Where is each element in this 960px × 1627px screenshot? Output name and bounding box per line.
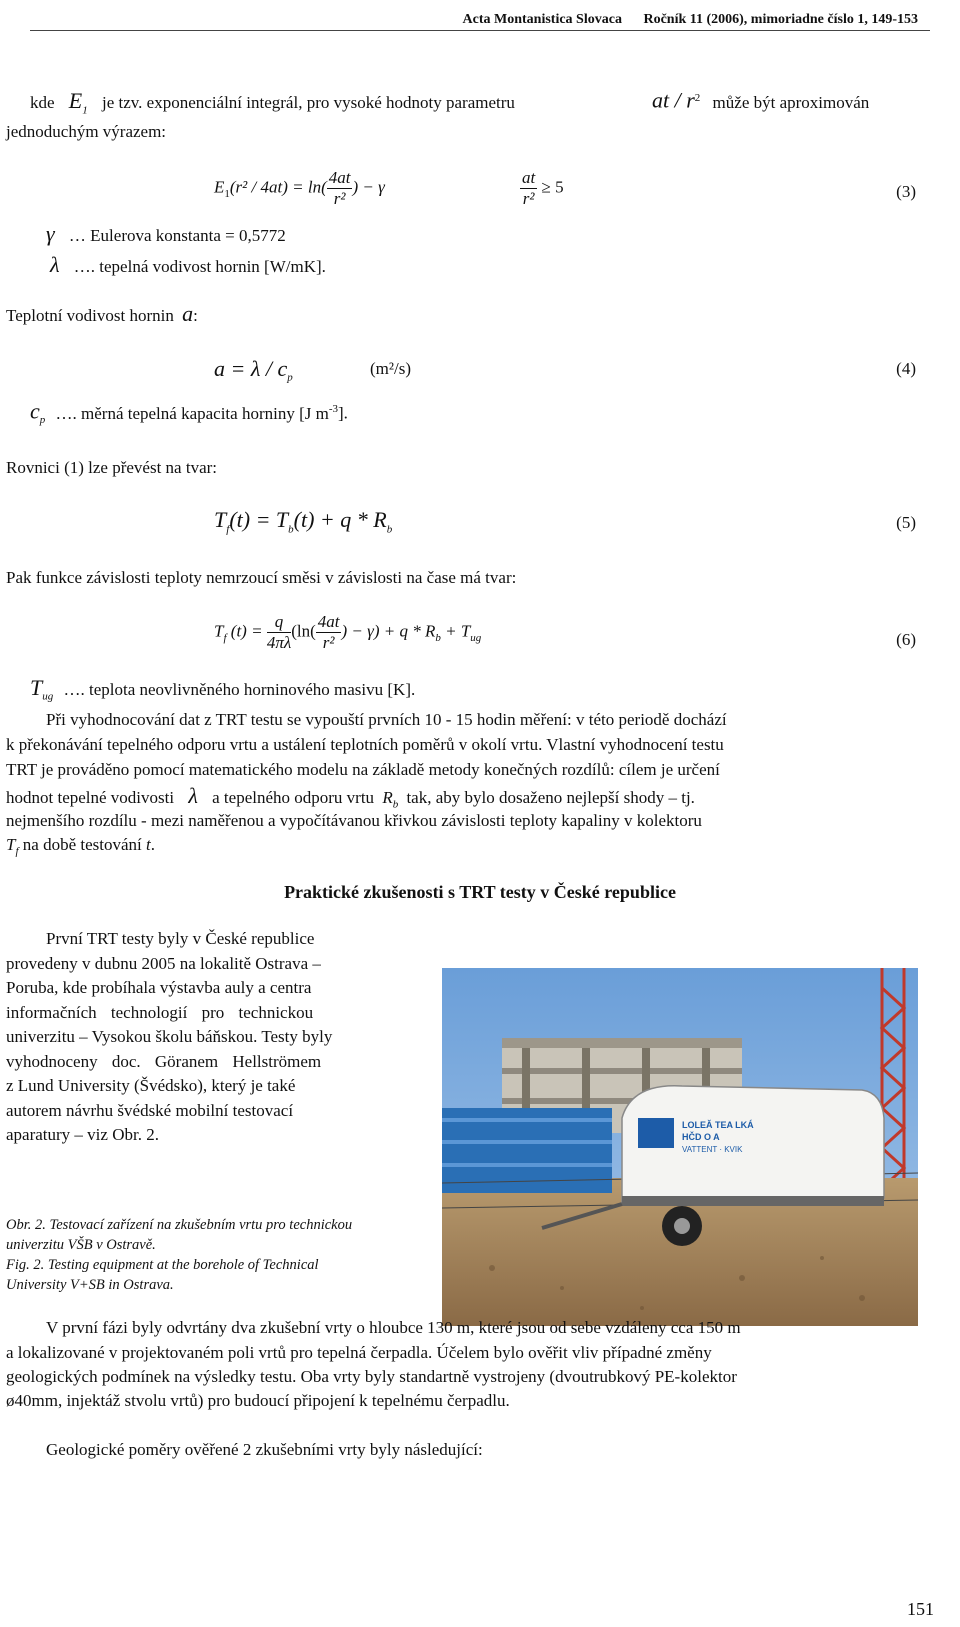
eq6-at-num: 4at bbox=[317, 612, 340, 631]
eq5-T: T bbox=[214, 507, 227, 532]
tug-text: …. teplota neovlivněného horninového masivu [K]. bbox=[63, 680, 416, 699]
eq6-rest: ) − γ) + q * R bbox=[341, 621, 436, 641]
text-aproximovan: může být aproximován bbox=[712, 92, 870, 112]
figure-caption bbox=[6, 1215, 426, 1295]
gamma-symbol: γ bbox=[46, 221, 55, 246]
intro-line-1 bbox=[30, 89, 515, 122]
para3: Geologické poměry ověřené 2 zkušebními vrty byly následující: bbox=[46, 1440, 483, 1459]
journal-name: Acta Montanistica Slovaca bbox=[462, 12, 622, 27]
photo-illustration bbox=[442, 968, 918, 1326]
issue-info: Ročník 11 (2006), mimoriadne číslo 1, 149-153 bbox=[643, 12, 918, 27]
caption-line-4: University V+SB in Ostrava. bbox=[6, 1277, 174, 1293]
para2-line-1: V první fázi byly odvrtány dva zkušební vrty o hloubce 130 m, které jsou od sebe vzdáleny cca 150 m bbox=[46, 1318, 741, 1337]
gamma-definition bbox=[46, 222, 286, 248]
eq6-plus: + T bbox=[445, 621, 471, 641]
para2-line-3: geologických podmínek na výsledky testu. Oba vrty byly standartně vystrojeny (dvoutrubkový PE-kolektor bbox=[6, 1367, 737, 1386]
teplotni-text: Teplotní vodivost hornin bbox=[6, 306, 174, 325]
equation-number-5: (5) bbox=[896, 513, 916, 532]
para1-l6: na době testování bbox=[22, 835, 142, 854]
cp-end: ]. bbox=[338, 403, 348, 423]
leftcol-line-1: První TRT testy byly v České republice bbox=[46, 929, 315, 948]
page-number: 151 bbox=[907, 1599, 934, 1619]
equation-number-6: (6) bbox=[896, 630, 916, 649]
eq3-rhs: ) − γ bbox=[352, 177, 385, 197]
lambda-symbol: λ bbox=[50, 252, 60, 277]
cond-num: at bbox=[522, 168, 536, 187]
leftcol-line-8: autorem návrhu švédské mobilní testovací bbox=[6, 1100, 294, 1120]
para1-line-1: Při vyhodnocování dat z TRT testu se vypouští prvních 10 - 15 hodin měření: v této periodě dochází bbox=[46, 710, 727, 729]
cond-fraction bbox=[520, 168, 537, 209]
cond-rhs: ≥ 5 bbox=[541, 177, 564, 197]
equation-5 bbox=[214, 508, 392, 541]
left-column-text bbox=[6, 927, 426, 1148]
leftcol-line-9: aparatury – viz Obr. 2. bbox=[6, 1125, 159, 1144]
cp-sub: p bbox=[39, 414, 46, 427]
tug-sub: ug bbox=[42, 690, 54, 703]
eq3-arg: (r² / 4at) = ln( bbox=[229, 177, 327, 197]
para1-l4c: tak, aby bylo dosaženo nejlepší shody – tj. bbox=[406, 788, 695, 807]
cp-sup: -3 bbox=[328, 403, 339, 415]
eq5-f: f bbox=[226, 523, 230, 536]
pak-text: Pak funkce závislosti teploty nemrzoucí směsi v závislosti na čase má tvar: bbox=[6, 568, 517, 587]
caption-line-2: univerzitu VŠB v Ostravě. bbox=[6, 1237, 156, 1253]
eq5-mid: (t) = T bbox=[229, 507, 289, 532]
equation-6 bbox=[214, 612, 481, 653]
sup-2: 2 bbox=[694, 92, 701, 104]
eq6-lhs-rest: (t) = bbox=[230, 621, 263, 641]
text-exp-integral: je tzv. exponenciální integrál, pro vysoké hodnoty parametru bbox=[102, 93, 515, 112]
equation-3-condition bbox=[520, 168, 564, 209]
param-at-r: at / r bbox=[652, 87, 695, 113]
eq4-sub: p bbox=[287, 371, 293, 384]
eq3-frac-den: r² bbox=[333, 189, 346, 208]
cond-den: r² bbox=[522, 189, 535, 208]
cp-definition bbox=[30, 397, 348, 432]
eq6-ug: ug bbox=[470, 631, 482, 644]
cp-symbol: c bbox=[30, 398, 40, 424]
equation-4 bbox=[214, 357, 293, 389]
equation-number-4: (4) bbox=[896, 359, 916, 378]
eq6-mid: (ln( bbox=[291, 621, 316, 641]
para1-R: R bbox=[382, 788, 393, 807]
para1-T: T bbox=[6, 835, 16, 854]
leftcol-line-7: z Lund University (Švédsko), který je také bbox=[6, 1076, 296, 1095]
teplotni-colon: : bbox=[193, 306, 198, 325]
eq3-frac-num: 4at bbox=[328, 168, 351, 187]
intro-line-2: jednoduchým výrazem: bbox=[6, 122, 167, 141]
tug-symbol: T bbox=[30, 675, 43, 700]
eq6-at-fraction bbox=[316, 612, 342, 653]
para1-line-3: TRT je prováděno pomocí matematického modelu na základě metody konečných rozdílů: cílem je určení bbox=[6, 760, 720, 779]
intro-param bbox=[652, 86, 869, 115]
header-rule bbox=[30, 30, 930, 31]
eq3-fraction bbox=[327, 168, 353, 209]
para1-lambda: λ bbox=[188, 783, 198, 808]
text-kde: kde bbox=[30, 93, 55, 112]
eq6-q-num: q bbox=[267, 612, 291, 633]
gamma-text: … Eulerova konstanta = 0,5772 bbox=[68, 226, 286, 245]
tug-definition bbox=[30, 676, 415, 708]
equation-number-3: (3) bbox=[896, 182, 916, 201]
running-header bbox=[463, 8, 918, 32]
equation-3 bbox=[214, 168, 385, 209]
para1-line-6 bbox=[6, 833, 155, 863]
eq5-rest: (t) + q * R bbox=[293, 507, 387, 532]
eq3-lhs: E bbox=[214, 177, 225, 197]
eq5-b: b bbox=[288, 523, 294, 536]
leftcol-line-2: provedeny v dubnu 2005 na lokalitě Ostrava – bbox=[6, 953, 321, 973]
para1-l4b: a tepelného odporu vrtu bbox=[212, 788, 375, 807]
eq6-q-den: 4πλ bbox=[266, 633, 292, 652]
trailer-text-3: VATTENT · KVIK bbox=[682, 1145, 743, 1154]
leftcol-line-5: univerzitu – Vysokou školu báňskou. Testy byly bbox=[6, 1027, 333, 1046]
eq4-expr: a = λ / c bbox=[214, 356, 288, 381]
figure-photo-test-equipment bbox=[442, 968, 918, 1326]
lambda-text: …. tepelná vodivost hornin [W/mK]. bbox=[73, 257, 326, 276]
symbol-E1: $E_1$ bbox=[68, 88, 88, 117]
para1-R-sub: b bbox=[392, 798, 399, 811]
eq6-at-den: r² bbox=[322, 633, 335, 652]
trailer-text-2: HČD O A bbox=[682, 1132, 720, 1142]
caption-line-1: Obr. 2. Testovací zařízení na zkušebním vrtu pro technickou bbox=[6, 1217, 353, 1233]
eq6-rb: b bbox=[435, 631, 441, 644]
para1-l4a: hodnot tepelné vodivosti bbox=[6, 788, 175, 807]
eq6-T: T bbox=[214, 621, 224, 641]
teplotni-symbol: a bbox=[182, 301, 194, 326]
leftcol-line-4: informačních technologií pro technickou bbox=[6, 1002, 314, 1022]
eq6-q-fraction bbox=[267, 612, 291, 653]
cp-text: …. měrná tepelná kapacita horniny [J m bbox=[55, 403, 329, 423]
section-heading: Praktické zkušenosti s TRT testy v České republice bbox=[284, 882, 676, 902]
caption-line-3: Fig. 2. Testing equipment at the borehole of Technical bbox=[6, 1257, 319, 1273]
eq3-lhs-sub: 1 bbox=[224, 187, 230, 200]
para1-line-5: nejmenšího rozdílu - mezi naměřenou a vypočítávanou křivkou závislosti teploty kapaliny v kolektoru bbox=[6, 811, 702, 830]
trailer-logo bbox=[638, 1118, 674, 1148]
lambda-definition bbox=[50, 253, 326, 279]
eq6-f: f bbox=[223, 631, 227, 644]
leftcol-line-3: Poruba, kde probíhala výstavba auly a centra bbox=[6, 978, 312, 997]
para2-line-2: a lokalizované v projektovaném poli vrtů pro tepelná čerpadla. Účelem bylo ověřit vliv případné změny bbox=[6, 1343, 712, 1362]
trailer-text-1: LOLEĂ TEA LKÁ bbox=[682, 1120, 754, 1130]
para2-line-4: ø40mm, injektáž stvolu vrtů) pro budoucí připojení k tepelnému čerpadlu. bbox=[6, 1391, 510, 1410]
para1-l6-end: . bbox=[150, 835, 155, 854]
eq4-unit: (m²/s) bbox=[370, 359, 411, 378]
para1-T-sub: f bbox=[15, 845, 19, 858]
para1-t: t bbox=[146, 835, 151, 854]
teplotni-vodivost bbox=[6, 302, 198, 328]
eq5-rb: b bbox=[386, 523, 393, 536]
para1-line-2: k překonávání tepelného odporu vrtu a ustálení teplotních poměrů v okolí vrtu. Vlastní vyhodnocení testu bbox=[6, 735, 724, 754]
leftcol-line-6: vyhodnoceny doc. Göranem Hellströmem bbox=[6, 1051, 322, 1071]
rovnici-text: Rovnici (1) lze převést na tvar: bbox=[6, 458, 218, 477]
